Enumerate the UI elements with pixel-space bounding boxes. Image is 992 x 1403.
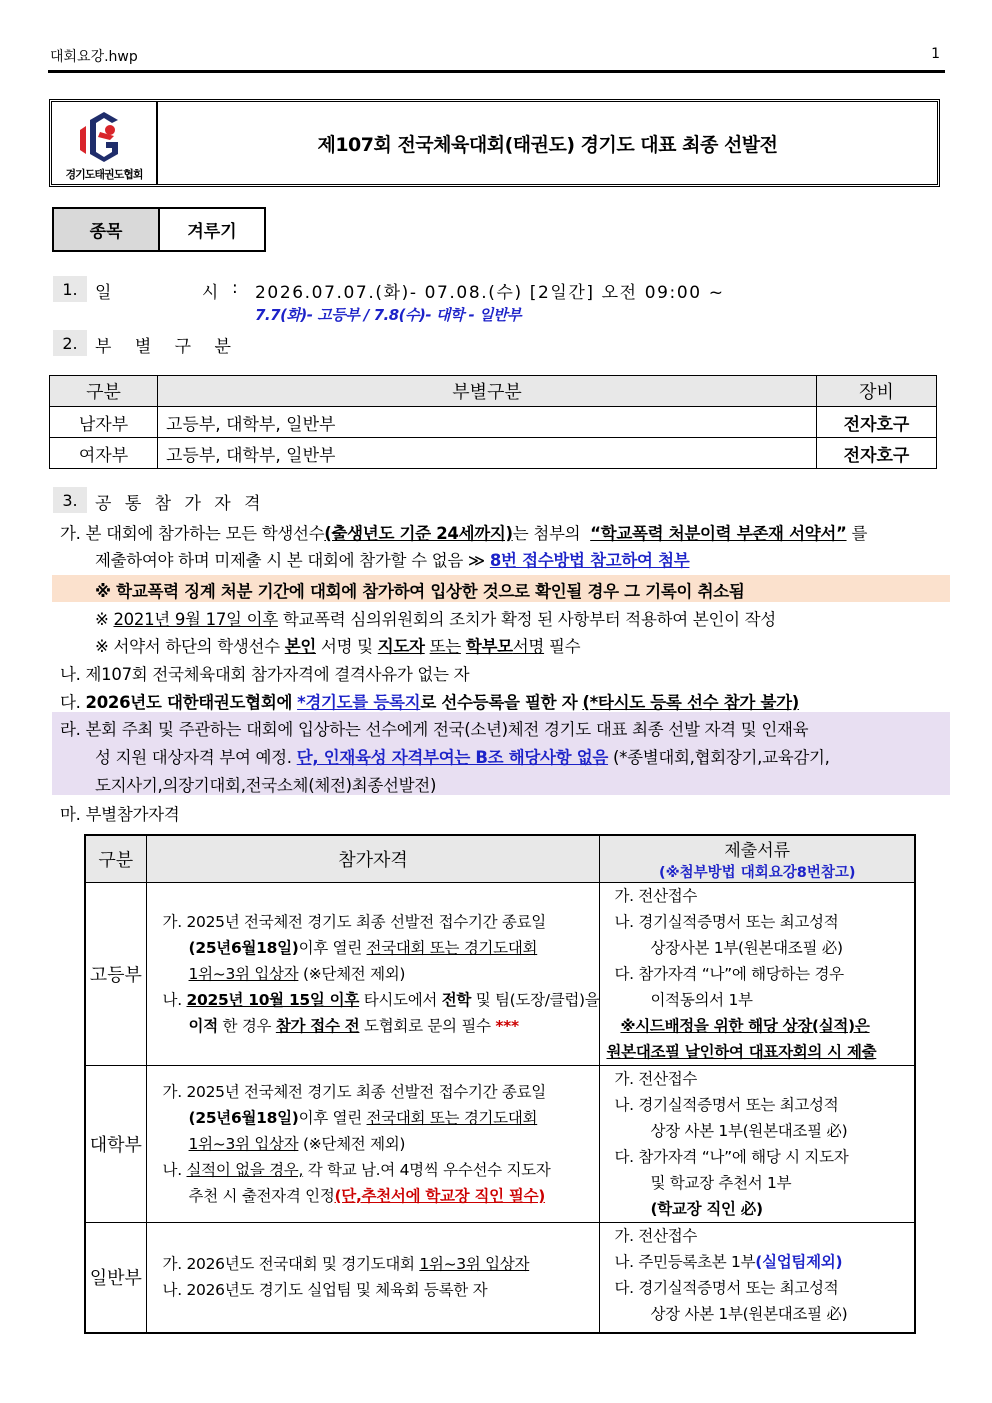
table-cell: 고등부, 대학부, 일반부 [158,438,817,469]
taekwondo-association-logo-icon [52,102,156,172]
item-marker: 라. [60,720,81,739]
table-row [50,438,937,469]
text-underlined: 학부모 [465,637,513,656]
text: (*종별대회,협회장기,교육감기, [613,748,830,767]
text: 필수 [549,637,581,656]
table-row [85,1066,915,1223]
text-underlined: 서명 [512,637,545,656]
text: 추천 시 출전자격 인정 [188,1187,335,1205]
table-header: 부별구분 [158,376,817,407]
section3-ga-line2 [95,547,689,571]
table-row [50,407,937,438]
logo-text: 경기도태권도협회 [65,168,143,181]
text: (학교장 직인 必) [650,1200,763,1218]
text-red: *** [495,1017,519,1035]
table-header: 장비 [817,376,937,407]
text: 한 경우 [222,1017,272,1035]
text: 나. 경기실적증명서 또는 최고성적 [614,1096,839,1114]
section3-ra-line1 [60,716,808,740]
text: 나. 경기실적증명서 또는 최고성적 [614,913,839,931]
text: 타시도에서 [363,991,438,1009]
text-line [163,987,600,1013]
text-underlined: 2021년 9월 17일 이후 [113,610,278,629]
item-marker: 가. [60,524,81,543]
text: 이적 [188,1017,218,1035]
text-underlined: 지도자 [377,637,425,656]
section3-ra-line2 [95,744,830,768]
logo [52,102,158,184]
text: 학교폭력 심의위원회의 조치가 확정 된 사항부터 적용하여 본인이 작성 [282,610,776,629]
section3-ra-line3: 도지사기,의장기대회,전국소체(체전)최종선발전) [95,776,437,795]
text: (※단체전 제외) [303,1135,406,1153]
text: 제107회 전국체육대회 참가자격에 결격사유가 없는 자 [85,665,470,684]
text: 각 학교 남.여 4명씩 우수선수 지도자 [307,1161,551,1179]
text: (25년6월18일) [188,1109,299,1127]
section3-ga-line1 [60,520,867,544]
text-highlighted: 단, 인재육성 자격부여는 B조 해당사항 없음 [296,748,609,767]
section3-label: 공 통 참 가 자 격 [95,494,265,514]
text: 가. 2025년 전국체전 경기도 최종 선발전 접수기간 종료일 [162,1083,546,1101]
text: 성 지원 대상자격 부여 예정. [95,748,292,767]
header-divider [48,70,945,73]
item-marker: 다. [60,693,81,712]
table-row [85,1223,915,1333]
table-header: 구분 [85,835,146,883]
section3-number: 3. [53,487,87,513]
text: 2026년도 대한태권도협회에 [85,693,293,712]
section2-label: 부 별 구 분 [95,337,240,357]
text: 가. 2026년도 전국대회 및 경기도대회 [162,1255,415,1274]
section1-schedule: 7.7(화)- 고등부 / 7.8(수)- 대학 - 일반부 [255,306,521,324]
text-underlined: 전국대회 또는 경기도대회 [366,1109,538,1127]
section3-ga-note2 [95,606,776,630]
qualification-table [84,834,916,1334]
text: 제출하여야 하며 미제출 시 본 대회에 참가할 수 없음 ≫ [95,551,485,570]
section3-ga-note3 [95,633,580,657]
group-cell: 대학부 [85,1066,146,1223]
section1-datetime: 2026.07.07.(화)- 07.08.(수) [2일간] 오전 09:00 ~ [255,283,725,303]
text: 본회 주최 및 주관하는 대회에 입상하는 선수에게 전국(소년)체전 경기도 대표 최종 선발 자격 및 인재육 [85,720,809,739]
text-underlined: 1위~3위 입상자 [188,965,299,983]
text-line [614,1249,914,1275]
table-header [600,835,915,883]
title-box [49,99,940,187]
table-cell: 여자부 [50,438,158,469]
text: 를 [851,524,868,543]
table-cell: 남자부 [50,407,158,438]
text: 부별참가자격 [85,805,180,824]
section3-ga-note1: ※ 학교폭력 징계 처분 기간에 대회에 참가하여 입상한 것으로 확인될 경우 그 기록이 취소됨 [95,582,745,601]
text-line [163,1157,600,1183]
text: 는 첨부의 [512,524,581,543]
section3-da [60,689,799,713]
section2-number: 2. [53,330,87,356]
group-cell: 고등부 [85,883,146,1066]
text: (25년6월18일) [188,939,299,957]
text-underlined: (출생년도 기준 24세까지) [324,524,513,543]
event-label: 종목 [54,209,160,250]
item-marker: 마. [60,805,81,824]
text: 이후 열린 [298,1109,362,1127]
page-title: 제107회 전국체육대회(태권도) 경기도 대표 최종 선발전 [317,133,778,156]
text: 이후 열린 [298,939,362,957]
text: 다. 참가자격 “나”에 해당 시 지도자 [614,1148,849,1166]
group-cell: 일반부 [85,1223,146,1333]
text-underlined: 전국대회 또는 경기도대회 [366,939,538,957]
text-line [163,1105,600,1131]
text: 로 선수등록을 필한 자 [420,693,578,712]
text: 및 학교장 추천서 1부 [650,1174,792,1192]
docs-header: 제출서류 [724,841,791,861]
documents-cell [600,883,915,1066]
text: 나. [162,991,182,1009]
text-underlined: ※시드배정을 위한 해당 상장(실적)은 [620,1017,870,1035]
reference-link[interactable]: 8번 접수방법 참고하여 첨부 [489,551,690,570]
qualification-cell [146,1223,600,1333]
text: 이적동의서 1부 [650,991,753,1009]
text-line [163,1131,600,1157]
text-underlined: 또는 [429,637,461,656]
page-number: 1 [931,46,940,62]
section3-ma [60,801,179,825]
text: 상장 사본 1부(원본대조필 必) [650,1305,848,1323]
text: 나. 2026년도 경기도 실업팀 및 체육회 등록한 자 [162,1281,488,1300]
text: 도협회로 문의 필수 [364,1017,491,1035]
text: 상장사본 1부(원본대조필 必) [650,939,843,957]
text: (※단체전 제외) [303,965,406,983]
text: 가. 전산접수 [614,1227,698,1245]
text: 전학 [441,991,472,1009]
text: 나. [162,1161,182,1179]
documents-cell [600,1066,915,1223]
event-box [52,207,266,252]
text-line [163,1183,600,1209]
text: 가. 2025년 전국체전 경기도 최종 선발전 접수기간 종료일 [162,913,546,931]
text-underlined: 원본대조필 날인하여 대표자회의 시 제출 [606,1043,877,1061]
table-header: 구분 [50,376,158,407]
text-underlined: (*타시도 등록 선수 참가 불가) [582,693,799,712]
table-cell: 전자호구 [817,438,937,469]
section1-colon: : [232,278,238,298]
event-value: 겨루기 [187,222,237,242]
text-line [163,961,600,987]
text: 다. 참가자격 “나”에 해당하는 경우 [614,965,844,983]
text-line [163,1013,600,1039]
text: 가. 전산접수 [614,887,698,905]
table-header-row [50,376,937,407]
text-highlighted: *경기도를 등록지 [297,693,421,712]
table-header: 참가자격 [146,835,600,883]
table-cell: 고등부, 대학부, 일반부 [158,407,817,438]
text: 상장 사본 1부(원본대조필 必) [650,1122,848,1140]
text: ※ 서약서 하단의 학생선수 [95,637,280,656]
table-cell: 전자호구 [817,407,937,438]
file-name: 대회요강.hwp [50,49,138,65]
text: 나. 주민등록초본 1부 [614,1253,756,1271]
text-underlined: 2025년 10월 15일 이후 [186,991,360,1009]
docs-header-note: (※첨부방법 대회요강8번참고) [658,865,856,881]
table-header-row [85,835,915,883]
text: 가. 전산접수 [614,1070,698,1088]
division-table [49,375,937,469]
text-underlined: 1위~3위 입상자 [188,1135,299,1153]
text-line [163,1251,600,1277]
item-marker: 나. [60,665,81,684]
documents-cell [600,1223,915,1333]
qualification-cell [146,883,600,1066]
section1-label [95,278,218,303]
text: 본 대회에 참가하는 모든 학생선수 [85,524,325,543]
text-underlined: 본인 [284,637,316,656]
text-red: (단,추천서에 학교장 직인 필수) [334,1187,546,1205]
section1-number: 1. [53,276,87,302]
pledge-title: “학교폭력 처분이력 부존재 서약서” [590,524,847,543]
qualification-cell [146,1066,600,1223]
text: 및 팀(도장/클럽)을 [475,991,600,1009]
table-row [85,883,915,1066]
text-highlighted: (실업팀제외) [755,1253,843,1271]
text-underlined: 실적이 없을 경우, [186,1161,304,1179]
text-line [163,935,600,961]
section3-na [60,661,469,685]
section1-label-text: 일 시 [95,283,219,303]
text: ※ [95,610,109,629]
text: 서명 및 [320,637,373,656]
text-underlined: 참가 접수 전 [275,1017,360,1035]
text: 다. 경기실적증명서 또는 최고성적 [614,1279,839,1297]
text-underlined: 1위~3위 입상자 [419,1255,530,1274]
